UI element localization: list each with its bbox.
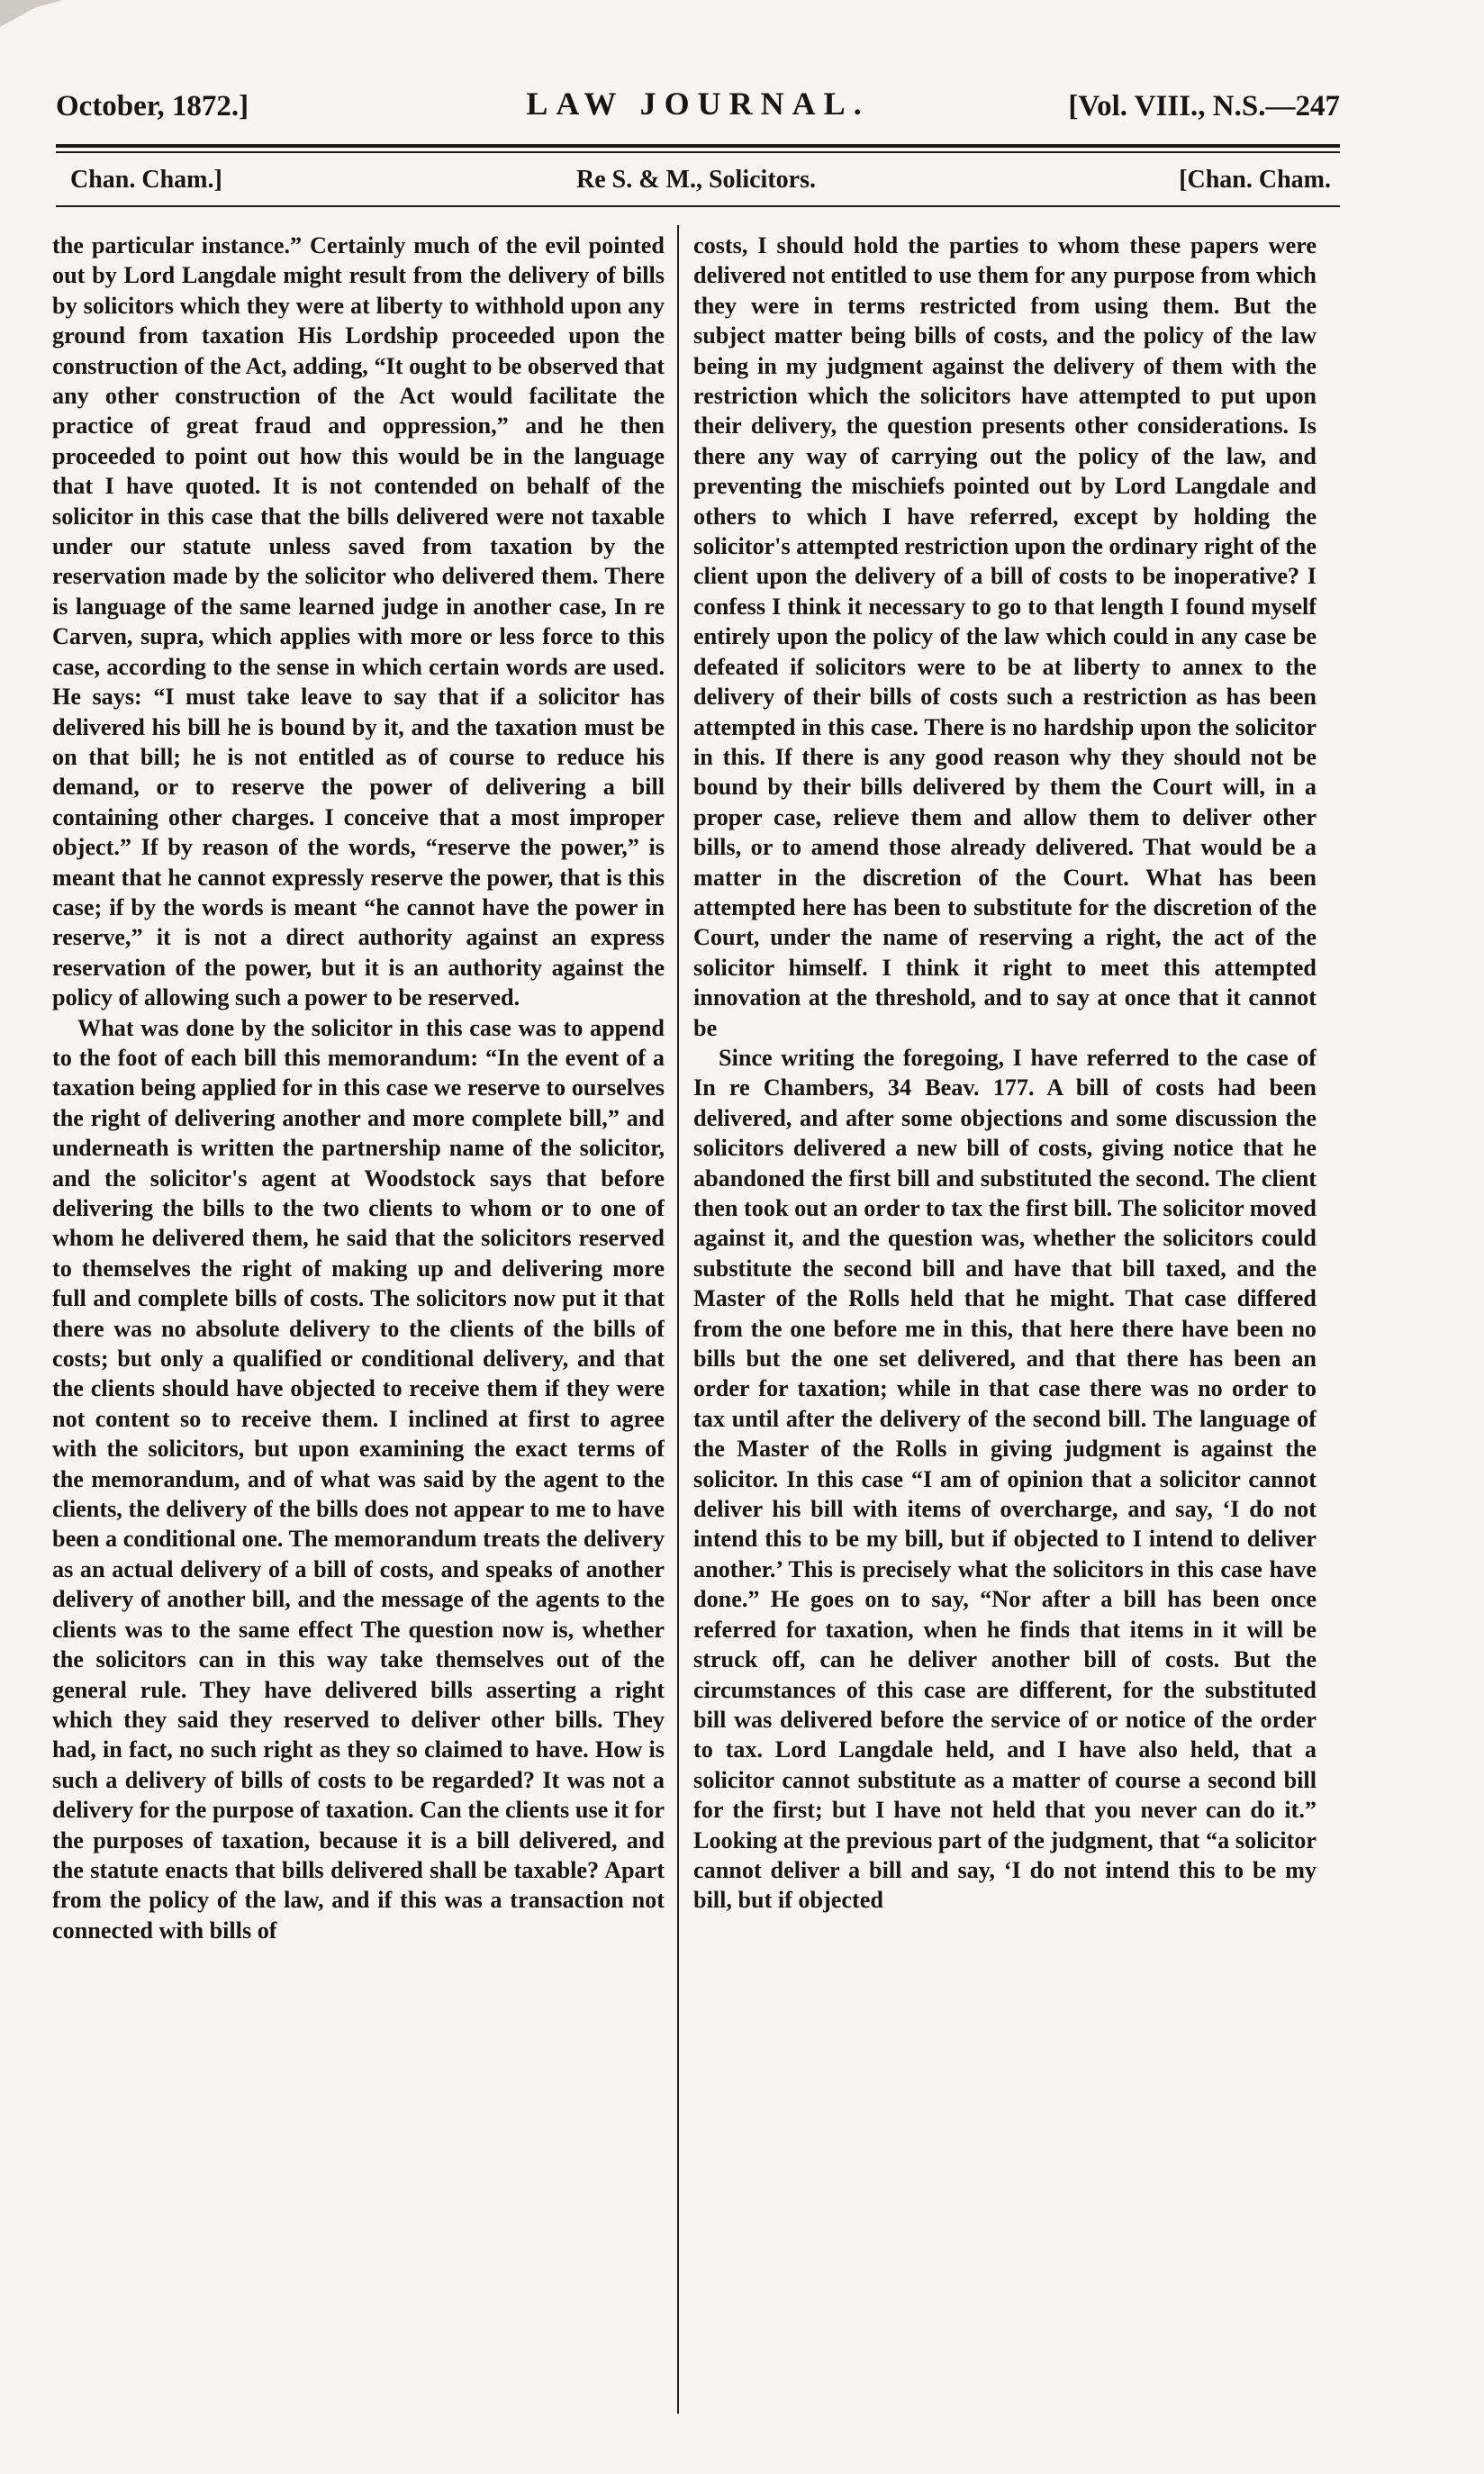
paragraph: What was done by the solicitor in this case was to append to the foot of each bill this memorandum: “In the event of a taxation being applied for in this case we reserve to ourselves the right of delivering another and more complete bill,” and underneath is written the partnership name of the solicitor, and the solicitor's agent at Woodstock says that before delivering the bills to the two clients to whom or to one of whom he delivered them, he said that the solicitors reserved to themselves the right of making up and delivering more full and complete bills of costs. The solicitors now put it that there was no absolute delivery to the clients of the bills of costs; but only a qualified or conditional delivery, and that the clients should have objected to receive them if they were not content so to receive them. I inclined at first to agree with the solicitors, but upon examining the exact terms of the memorandum, and of what was said by the agent to the clients, the delivery of the bills does not appear to me to have been a conditional one. The memorandum treats the delivery as an actual delivery of a bill of costs, and speaks of another delivery of another bill, and the message of the agents to the clients was to the same effect The question now is, whether the solicitors can in this way take themselves out of the general rule. They have delivered bills asserting a right which they said they reserved to deliver other bills. They had, in fact, no such right as they so claimed to have. How is such a delivery of bills of costs to be regarded? It was not a delivery for the purpose of taxation. Can the clients use it for the purposes of taxation, because it is a bill delivered, and the statute enacts that bills delivered shall be taxable? Apart from the policy of the law, and if this was a transaction not connected with bills of [52,1014,665,1944]
issue-date: October, 1872.] [56,90,249,122]
header-rule-thick [56,144,1340,148]
column-divider [677,225,679,2414]
paper-corner-smudge [0,0,63,27]
header-rule-thin [56,151,1340,153]
right-text-column [693,231,1317,2410]
paragraph: Since writing the foregoing, I have referred to the case of In re Chambers, 34 Beav. 177. A bill of costs had been delivered, and after some objections and some discussion the solicitors delivered a new bill of costs, giving notice that he abandoned the first bill and substituted the second. The client then took out an order to tax the first bill. The solicitor moved against it, and the question was, whether the solicitors could substitute the second bill and have that bill taxed, and the Master of the Rolls held that he might. That case differed from the one before me in this, that here there have been no bills but the one set delivered, and that there has been an order for taxation; while in that case there was no order to tax until after the delivery of the second bill. The language of the Master of the Rolls in giving judgment is against the solicitor. In this case “I am of opinion that a solicitor cannot deliver his bill with items of overcharge, and say, ‘I do not intend this to be my bill, but if objected to I intend to deliver another.’ This is precisely what the solicitors in this case have done.” He goes on to say, “Nor after a bill has been once referred for taxation, when he finds that items in it will be struck off, can he deliver another bill of costs. But the circumstances of this case are different, for the substituted bill was delivered before the service of or notice of the order to tax. Lord Langdale held, and I have also held, that a solicitor cannot substitute as a matter of course a second bill for the first; but I have not held that you never can do it.” Looking at the previous part of the judgment, that “a solicitor cannot deliver a bill and say, ‘I do not intend this to be my bill, but if objected [693,1044,1317,1914]
court-label-left: Chan. Cham.] [70,166,222,194]
running-header [56,85,1340,135]
case-header-rule [56,205,1340,207]
court-label-right: [Chan. Cham. [1179,166,1331,194]
case-name: Re S. & M., Solicitors. [576,166,816,194]
journal-title: LAW JOURNAL. [526,86,870,122]
case-header [61,162,1331,204]
left-text-column [52,231,665,2410]
paragraph: the particular instance.” Certainly much of the evil pointed out by Lord Langdale might result from the delivery of bills by solicitors which they were at liberty to withhold upon any ground from taxation His Lordship proceeded upon the construction of the Act, adding, “It ought to be observed that any other construction of the Act would facilitate the practice of great fraud and oppression,” and he then proceeded to point out how this would be in the language that I have quoted. It is not contended on behalf of the solicitor in this case that the bills delivered were not taxable under our statute unless saved from taxation by the reservation made by the solicitor who delivered them. There is language of the same learned judge in another case, In re Carven, supra, which applies with more or less force to this case, according to the sense in which certain words are used. He says: “I must take leave to say that if a solicitor has delivered his bill he is bound by it, and the taxation must be on that bill; he is not entitled as of course to reduce his demand, or to reserve the power of delivering a bill containing other charges. I conceive that a most improper object.” If by reason of the words, “reserve the power,” is meant that he cannot expressly reserve the power, that is this case; if by the words is meant “he cannot have the power in reserve,” it is not a direct authority against an express reservation of the power, but it is an authority against the policy of allowing such a power to be reserved. [52,232,665,1011]
volume-page-number: [Vol. VIII., N.S.—247 [1068,90,1340,122]
paragraph: costs, I should hold the parties to whom these papers were delivered not entitled to use them for any purpose from which they were in terms restricted from using them. But the subject matter being bills of costs, and the policy of the law being in my judgment against the delivery of them with the restriction which the solicitors have attempted to put upon their delivery, the question presents other considerations. Is there any way of carrying out the policy of the law, and preventing the mischiefs pointed out by Lord Langdale and others to which I have referred, except by holding the solicitor's attempted restriction upon the ordinary right of the client upon the delivery of a bill of costs to be inoperative? I confess I think it necessary to go to that length I found myself entirely upon the policy of the law which could in any case be defeated if solicitors were to be at liberty to annex to the delivery of their bills of costs such a restriction as has been attempted in this case. There is no hardship upon the solicitor in this. If there is any good reason why they should not be bound by their bills delivered by them the Court will, in a proper case, relieve them and allow them to deliver other bills, or to amend those already delivered. That would be a matter in the discretion of the Court. What has been attempted here has been to substitute for the discretion of the Court, under the name of reserving a right, the act of the solicitor himself. I think it right to meet this attempted innovation at the threshold, and to say at once that it cannot be [693,232,1317,1041]
